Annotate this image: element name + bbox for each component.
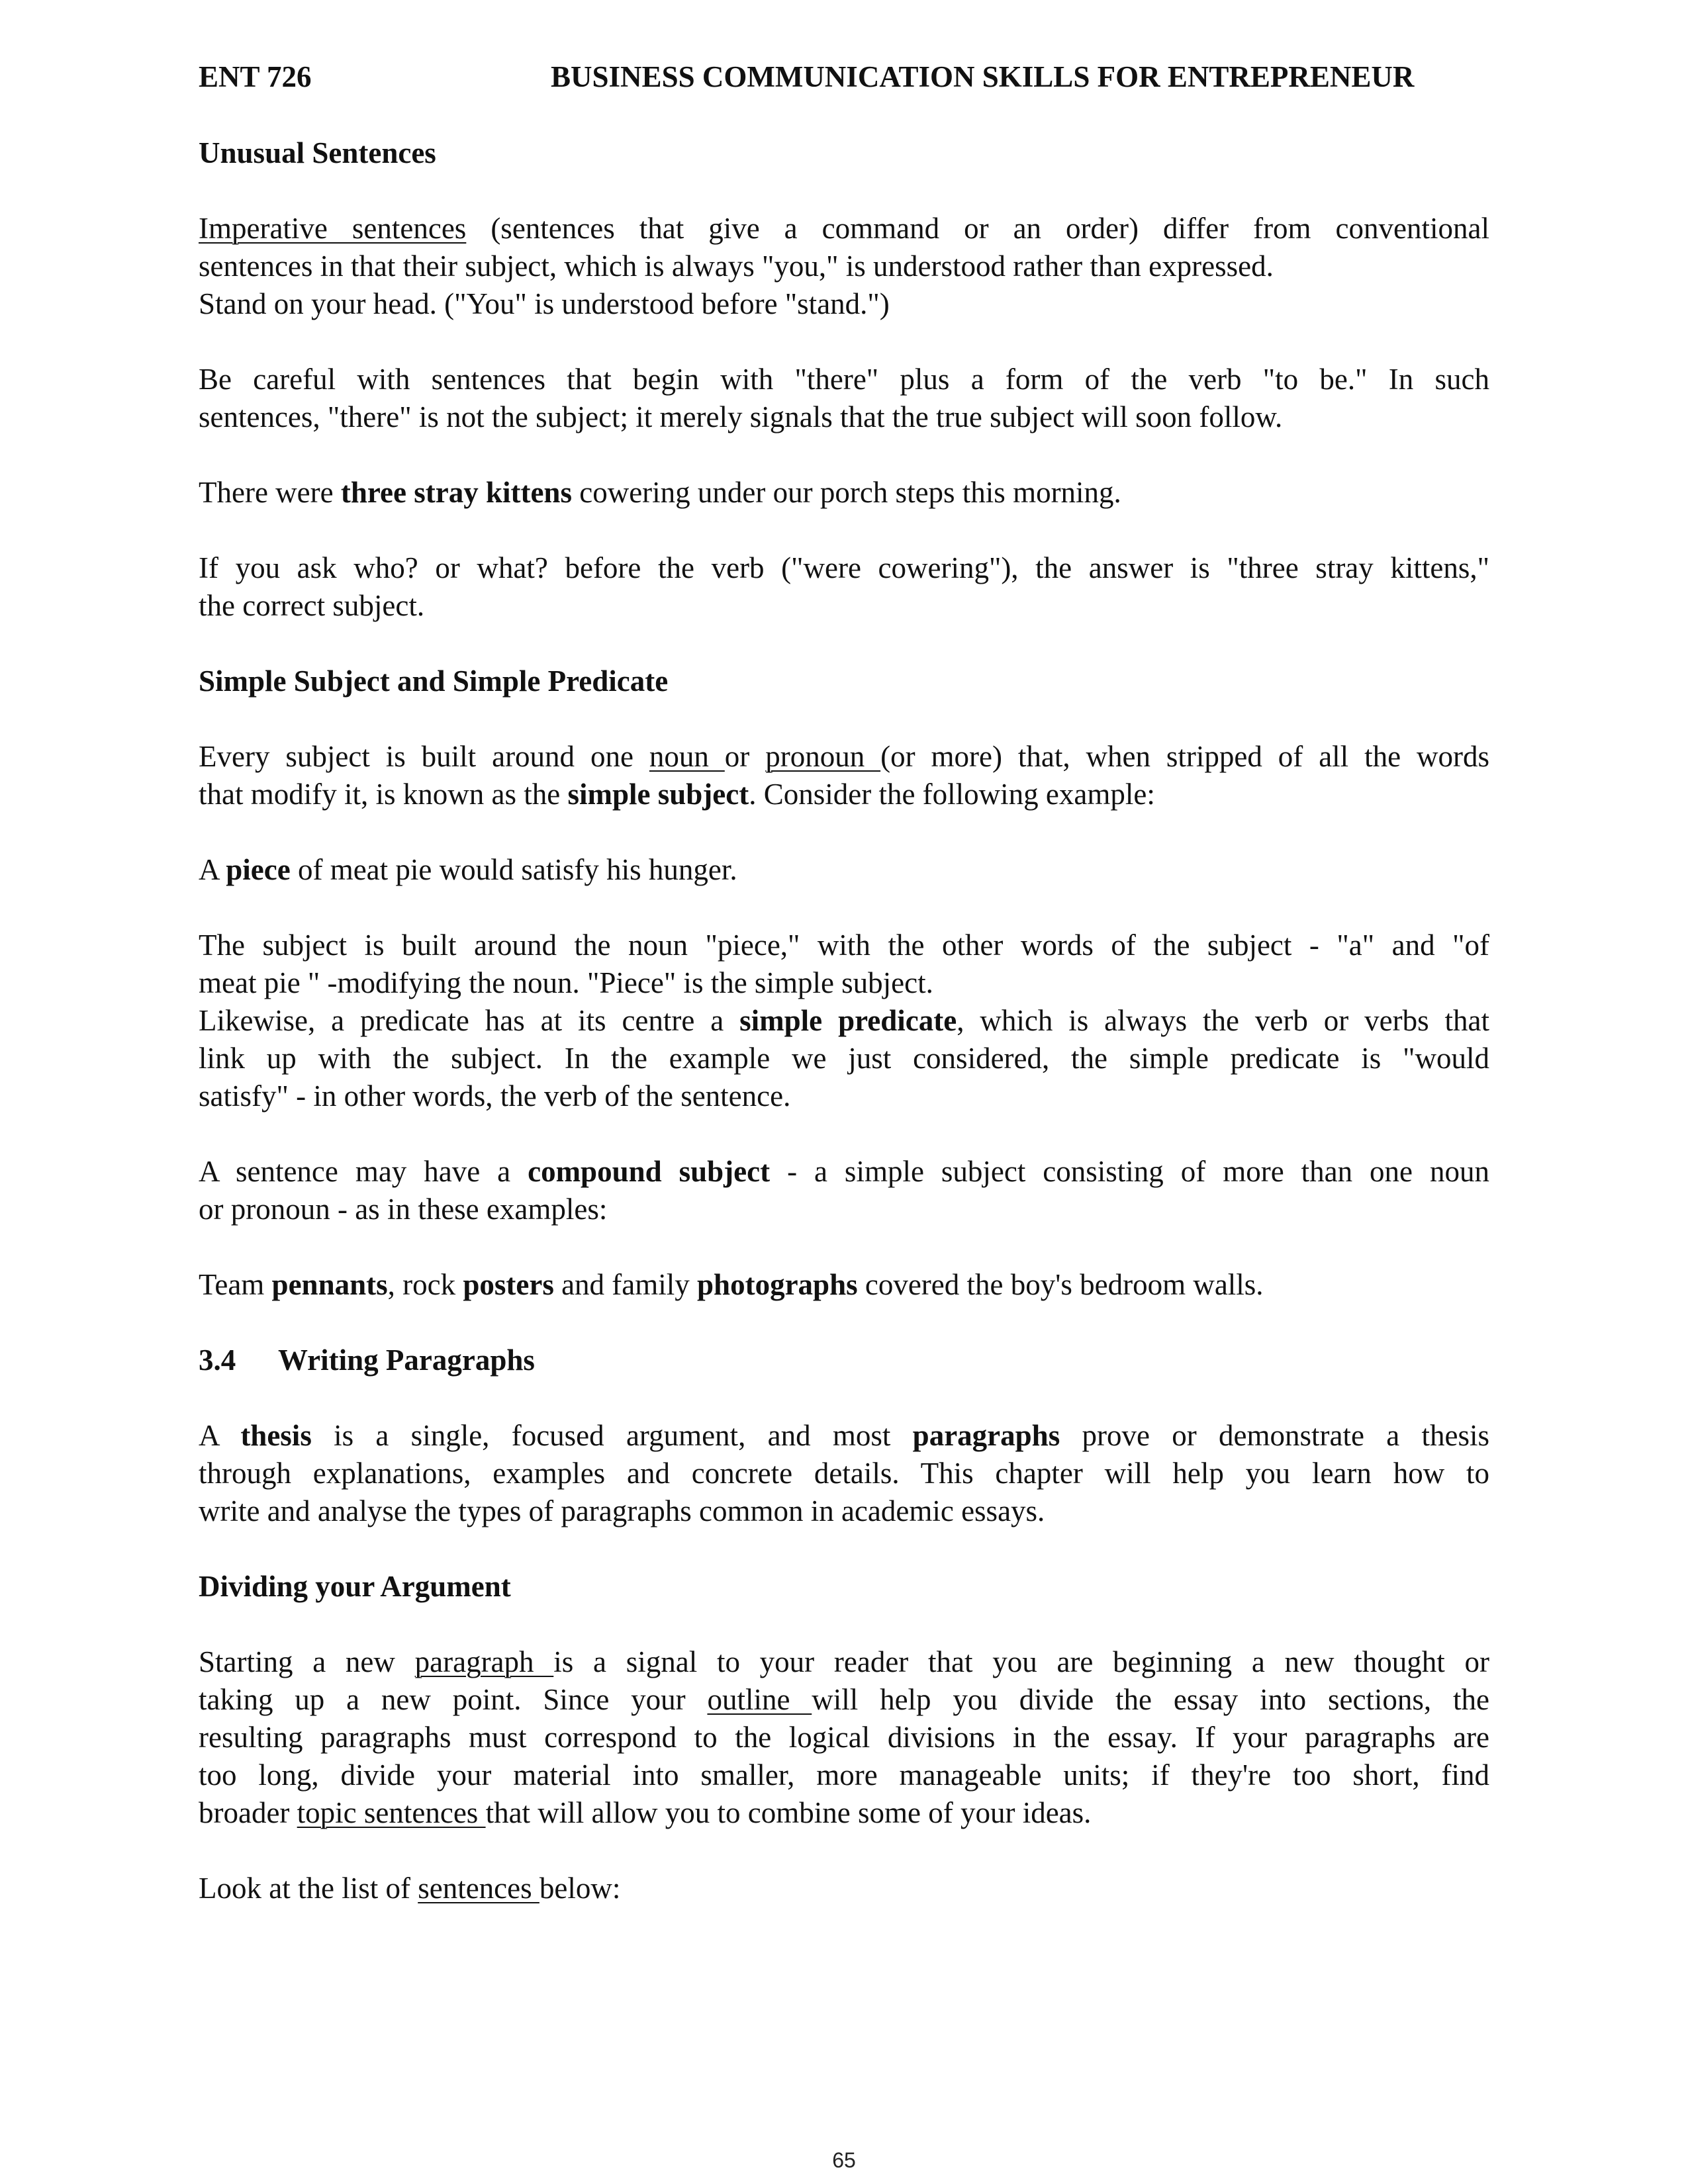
text-span: that modify it, is known as the <box>199 778 568 811</box>
course-code: ENT 726 <box>199 60 312 93</box>
text-line: resulting paragraphs must correspond to the logical divisions in the essay. If your paragraphs are <box>199 1721 1489 1754</box>
text-line <box>199 776 1489 813</box>
example-pennants <box>199 1266 1489 1304</box>
text-span: of meat pie would satisfy his hunger. <box>290 853 737 886</box>
text-span: . Consider the following example: <box>749 778 1155 811</box>
text-line: or pronoun - as in these examples: <box>199 1193 608 1226</box>
heading-dividing-argument: Dividing your Argument <box>199 1570 511 1603</box>
text-line <box>199 1643 1489 1681</box>
bold-term: simple predicate <box>739 1004 957 1037</box>
text-span: prove or demonstrate a thesis <box>1060 1419 1490 1452</box>
text-line: write and analyse the types of paragraphs common in academic essays. <box>199 1494 1045 1527</box>
text-span: is a signal to your reader that you are beginning a new thought or <box>553 1645 1489 1678</box>
bold-term: piece <box>226 853 291 886</box>
link-paragraph[interactable]: paragraph <box>414 1645 554 1678</box>
text-span: is a single, focused argument, and most <box>311 1419 913 1452</box>
text-line: through explanations, examples and concrete details. This chapter will help you learn how to <box>199 1457 1489 1490</box>
link-outline[interactable]: outline <box>707 1683 812 1716</box>
paragraph-ask-who <box>199 549 1489 625</box>
text-line <box>199 210 1489 248</box>
course-title: BUSINESS COMMUNICATION SKILLS FOR ENTREPRENEUR <box>551 60 1415 93</box>
heading-unusual-sentences: Unusual Sentences <box>199 136 436 169</box>
example-kittens <box>199 474 1489 512</box>
text-span: covered the boy's bedroom walls. <box>857 1268 1264 1301</box>
bold-term: thesis <box>240 1419 312 1452</box>
text-span: and family <box>553 1268 698 1301</box>
link-sentences[interactable]: sentences <box>418 1872 539 1905</box>
bold-term: compound subject <box>528 1155 771 1188</box>
text-span: There were <box>199 476 341 509</box>
text-span: Likewise, a predicate has at its centre a <box>199 1004 740 1037</box>
paragraph-every-subject <box>199 738 1489 813</box>
section-number: 3.4 <box>199 1343 236 1377</box>
text-span: , rock <box>387 1268 463 1301</box>
text-line: meat pie " -modifying the noun. "Piece" is the simple subject. <box>199 966 933 999</box>
text-span: (sentences that give a command or an order) differ from conventional <box>466 212 1489 245</box>
text-span: cowering under our porch steps this morning. <box>571 476 1121 509</box>
text-span: broader <box>199 1796 297 1829</box>
text-line <box>199 1681 1489 1719</box>
page-number: 65 <box>832 2148 856 2172</box>
text-span: A <box>199 1419 241 1452</box>
link-imperative-sentences[interactable]: Imperative sentences <box>199 212 467 245</box>
paragraph-imperative <box>199 210 1489 323</box>
text-line <box>199 1002 1489 1040</box>
section-title: Writing Paragraphs <box>278 1343 535 1377</box>
bold-term: posters <box>463 1268 554 1301</box>
text-span: Team <box>199 1268 272 1301</box>
paragraph-piece-subject <box>199 927 1489 1115</box>
text-span: A <box>199 853 226 886</box>
paragraph-thesis <box>199 1417 1489 1530</box>
text-line <box>199 1794 1489 1832</box>
link-noun[interactable]: noun <box>649 740 725 773</box>
text-span: Every subject is built around one <box>199 740 649 773</box>
text-line: sentences, "there" is not the subject; it merely signals that the true subject will soon follow. <box>199 400 1283 433</box>
heading-simple-subject: Simple Subject and Simple Predicate <box>199 664 669 698</box>
text-line <box>199 1153 1489 1191</box>
text-span: (or more) that, when stripped of all the words <box>880 740 1489 773</box>
link-topic-sentences[interactable]: topic sentences <box>297 1796 486 1829</box>
text-span: will help you divide the essay into sections, the <box>812 1683 1489 1716</box>
paragraph-compound-subject <box>199 1153 1489 1228</box>
text-span: or <box>724 740 766 773</box>
text-line: satisfy" - in other words, the verb of the sentence. <box>199 1079 791 1113</box>
text-line: too long, divide your material into smaller, more manageable units; if they're too short, find <box>199 1758 1489 1792</box>
paragraph-look-list <box>199 1870 1489 1907</box>
text-line: the correct subject. <box>199 589 425 622</box>
text-line: The subject is built around the noun "piece," with the other words of the subject - "a" and "of <box>199 929 1489 962</box>
bold-term: photographs <box>697 1268 858 1301</box>
text-span: below: <box>539 1872 621 1905</box>
text-span: that will allow you to combine some of your ideas. <box>485 1796 1092 1829</box>
text-span: Starting a new <box>199 1645 415 1678</box>
text-span: - a simple subject consisting of more than one noun <box>770 1155 1489 1188</box>
text-span: A sentence may have a <box>199 1155 528 1188</box>
paragraph-there <box>199 361 1489 436</box>
text-span: Look at the list of <box>199 1872 418 1905</box>
bold-term: simple subject <box>567 778 749 811</box>
bold-term: paragraphs <box>912 1419 1060 1452</box>
heading-writing-paragraphs <box>199 1342 1489 1379</box>
text-span: taking up a new point. Since your <box>199 1683 708 1716</box>
example-meat-pie <box>199 851 1489 889</box>
text-line <box>199 738 1489 776</box>
paragraph-new-paragraph <box>199 1643 1489 1832</box>
text-line: Stand on your head. ("You" is understood before "stand.") <box>199 287 890 320</box>
bold-term: pennants <box>271 1268 388 1301</box>
text-line: Be careful with sentences that begin with "there" plus a form of the verb "to be." In such <box>199 363 1489 396</box>
text-span: , which is always the verb or verbs that <box>957 1004 1489 1037</box>
text-line: sentences in that their subject, which is always "you," is understood rather than expressed. <box>199 250 1274 283</box>
link-pronoun[interactable]: pronoun <box>765 740 881 773</box>
page-content <box>199 134 1489 1907</box>
bold-term: three stray kittens <box>340 476 572 509</box>
text-line <box>199 1417 1489 1455</box>
text-line: link up with the subject. In the example we just considered, the simple predicate is "would <box>199 1042 1489 1075</box>
text-line: If you ask who? or what? before the verb ("were cowering"), the answer is "three stray kittens," <box>199 551 1489 584</box>
